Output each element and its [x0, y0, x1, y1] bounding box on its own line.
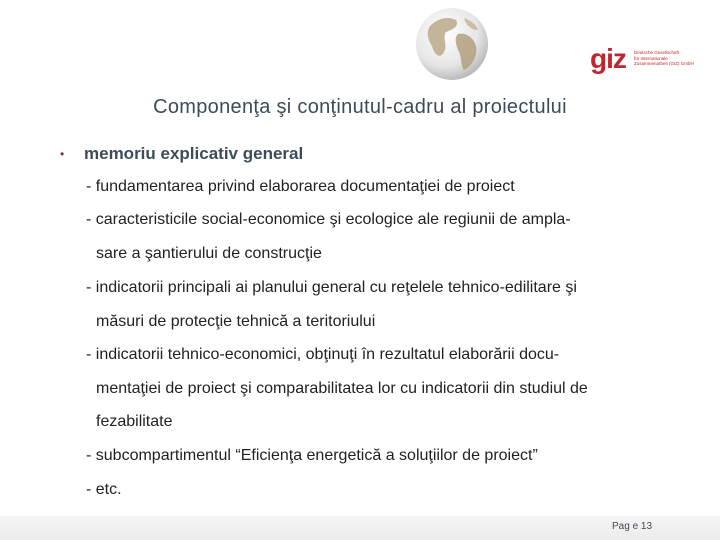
logo-mark: giz [590, 43, 626, 74]
globe-image [412, 4, 492, 84]
giz-logo [590, 44, 700, 78]
content-line: - fundamentarea privind elaborarea documentaţiei de proiect [86, 178, 515, 195]
bullet-marker: • [60, 147, 65, 161]
slide-title: Componenţa şi conţinutul-cadru al proiectului [153, 96, 567, 118]
content-line: - caracteristicile social-economice şi ecologice ale regiunii de ampla- [86, 211, 571, 228]
page-number: Pag e 13 [612, 521, 653, 532]
content-line: măsuri de protecţie tehnică a teritoriului [96, 313, 376, 330]
content-line: - etc. [86, 481, 122, 498]
logo-line: Deutsche Gesellschaft [634, 50, 680, 55]
content-line: - indicatorii principali ai planului general cu reţelele tehnico-edilitare şi [86, 279, 577, 296]
content-line: mentaţiei de proiect şi comparabilitatea lor cu indicatorii din studiul de [96, 380, 588, 397]
logo-text [634, 50, 694, 67]
bullet-text: memoriu explicativ general [84, 144, 304, 163]
logo-line: Zusammenarbeit (GIZ) GmbH [634, 61, 694, 66]
content-line: - indicatorii tehnico-economici, obţinuţi în rezultatul elaborării docu- [86, 346, 560, 363]
content-line: - subcompartimentul “Eficienţa energetică a soluţiilor de proiect” [86, 447, 538, 464]
content-line: sare a şantierului de construcţie [96, 245, 322, 262]
logo-line: für Internationale [634, 55, 668, 61]
content-line: fezabilitate [96, 413, 173, 430]
